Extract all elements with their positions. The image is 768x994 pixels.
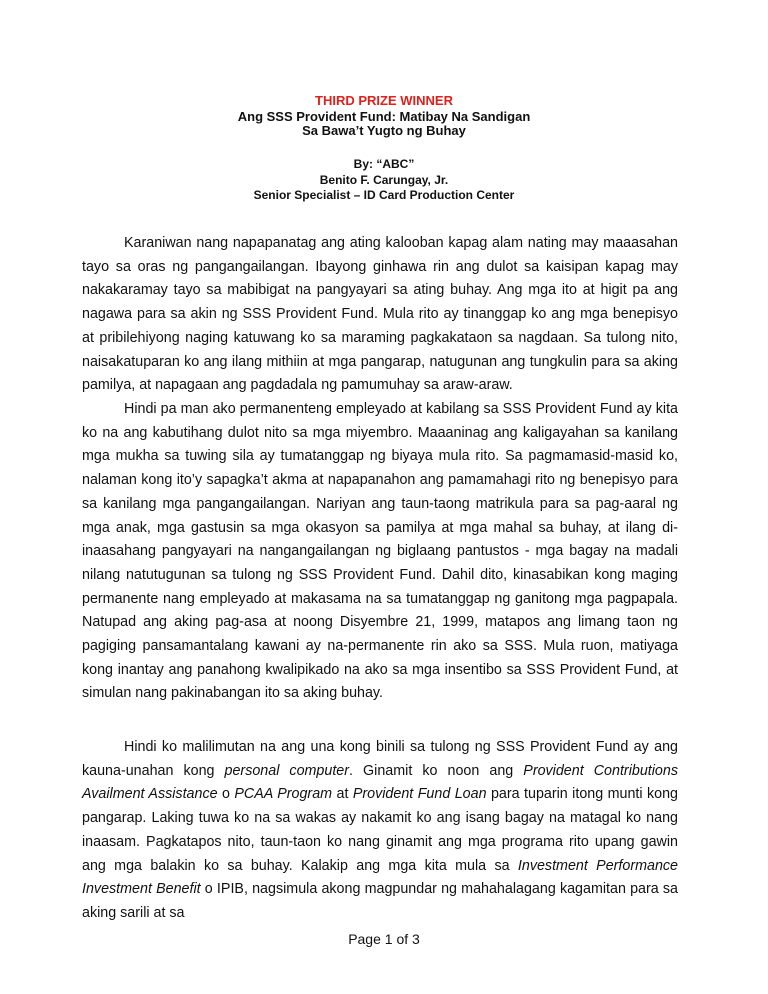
paragraph-2 — [82, 398, 678, 706]
author-name: Benito F. Carungay, Jr. — [319, 173, 449, 187]
title-line-1: Ang SSS Provident Fund: Matibay Na Sandigan — [237, 109, 531, 124]
byline: By: “ABC” — [353, 157, 415, 171]
prize-heading: THIRD PRIZE WINNER — [315, 93, 453, 108]
p3-italic-ipib: Investment Performance Investment Benefit — [82, 857, 679, 898]
p3-italic-personal-computer: personal computer — [224, 762, 350, 779]
paragraph-1-text: Karaniwan nang napapanatag ang ating kalooban kapag alam nating may maaasahan tayo sa oras ng pangangailangan. Ibayong ginhawa rin ang dulot sa kaisipan kapag may nakakaramay tayo sa mabibigat na pangyayari sa ating buhay. Ang mga ito at higit pa ang nagawa para sa akin ng SSS Provident Fund. Mula rito ay tinanggap ko ang mga benepisyo at pribilehiyong naging katuwang ko sa maraming pagkakataon sa nagdaan. Sa tulong nito, naisakatuparan ko ang ilang mithiin at mga pangarap, natugunan ang tungkulin para sa aking pamilya, at napagaan ang pagdadala ng pamumuhay sa araw-araw. — [82, 235, 678, 394]
p3-text-e: para tuparin itong munti kong pangarap. Laking tuwa ko na sa wakas ay nakamit ko ang isang bagay na matagal ko nang inaasam. Pagkatapos nito, taun-taon ko nang ginamit ang mga programa rito upang gawin ang mga balakin ko sa buhay. Kalakip ang mga kita mula sa — [82, 786, 678, 874]
p3-text-a: Hindi ko malilimutan na ang una kong binili sa tulong ng SSS Provident Fund ay ang kauna-unahan kong — [82, 739, 678, 779]
p3-text-d: at — [332, 786, 353, 803]
p3-italic-pf-loan: Provident Fund Loan — [352, 786, 487, 803]
p3-text-f: o IPIB, nagsimula akong magpundar ng mahahalagang kagamitan para sa aking sarili at sa — [82, 881, 678, 921]
paragraph-2-text: Hindi pa man ako permanenteng empleyado at kabilang sa SSS Provident Fund ay kita ko na ang kabutihang dulot nito sa mga miyembro. Maaaninag ang kaligayahan sa kanilang mga mukha sa tuwing sila ay tumatanggap ng biyaya mula rito. Sa pagmamasid-masid ko, nalaman kong ito’y sapagka’t akma at napapanahon ang pamamahagi rito ng benepisyo para sa kanilang mga pangangailangan. Nariyan ang taun-taong matrikula para sa pag-aaral ng mga anak, mga gastusin sa mga okasyon sa pamilya at mga mahal sa buhay, at ilang di-inaasahang pangyayari na nangangailangan ng biglaang pantustos - mga bagay na madali nilang natutugunan sa tulong ng SSS Provident Fund. Dahil dito, kinasabikan kong maging permanente nang empleyado at makasama na sa tumatanggap ng ganitong mga pagpapala. Natupad ang aking pag-asa at noong Disyembre 21, 1999, matapos ang limang taon ng pagiging pansamantalang kawani ay na-permanente rin ako sa SSS. Mula ruon, matiyaga kong inantay ang panahong kwalipikado na ako sa mga insentibo sa SSS Provident Fund, at simulan nang pakinabangan ito sa aking buhay. — [82, 401, 678, 702]
p3-text-b: . Ginamit ko noon ang — [349, 762, 524, 779]
paragraph-3-text — [82, 736, 678, 926]
page-number: Page 1 of 3 — [348, 931, 420, 947]
p3-italic-pcaa-program: PCAA Program — [234, 786, 333, 803]
p3-italic-pcaa: Provident Contributions Availment Assistance — [82, 762, 678, 803]
paragraph-1 — [82, 232, 678, 398]
author-position: Senior Specialist – ID Card Production Center — [253, 188, 515, 202]
p3-text-c: o — [217, 786, 235, 803]
paragraph-3 — [82, 736, 678, 926]
title-line-2: Sa Bawa’t Yugto ng Buhay — [302, 123, 466, 138]
